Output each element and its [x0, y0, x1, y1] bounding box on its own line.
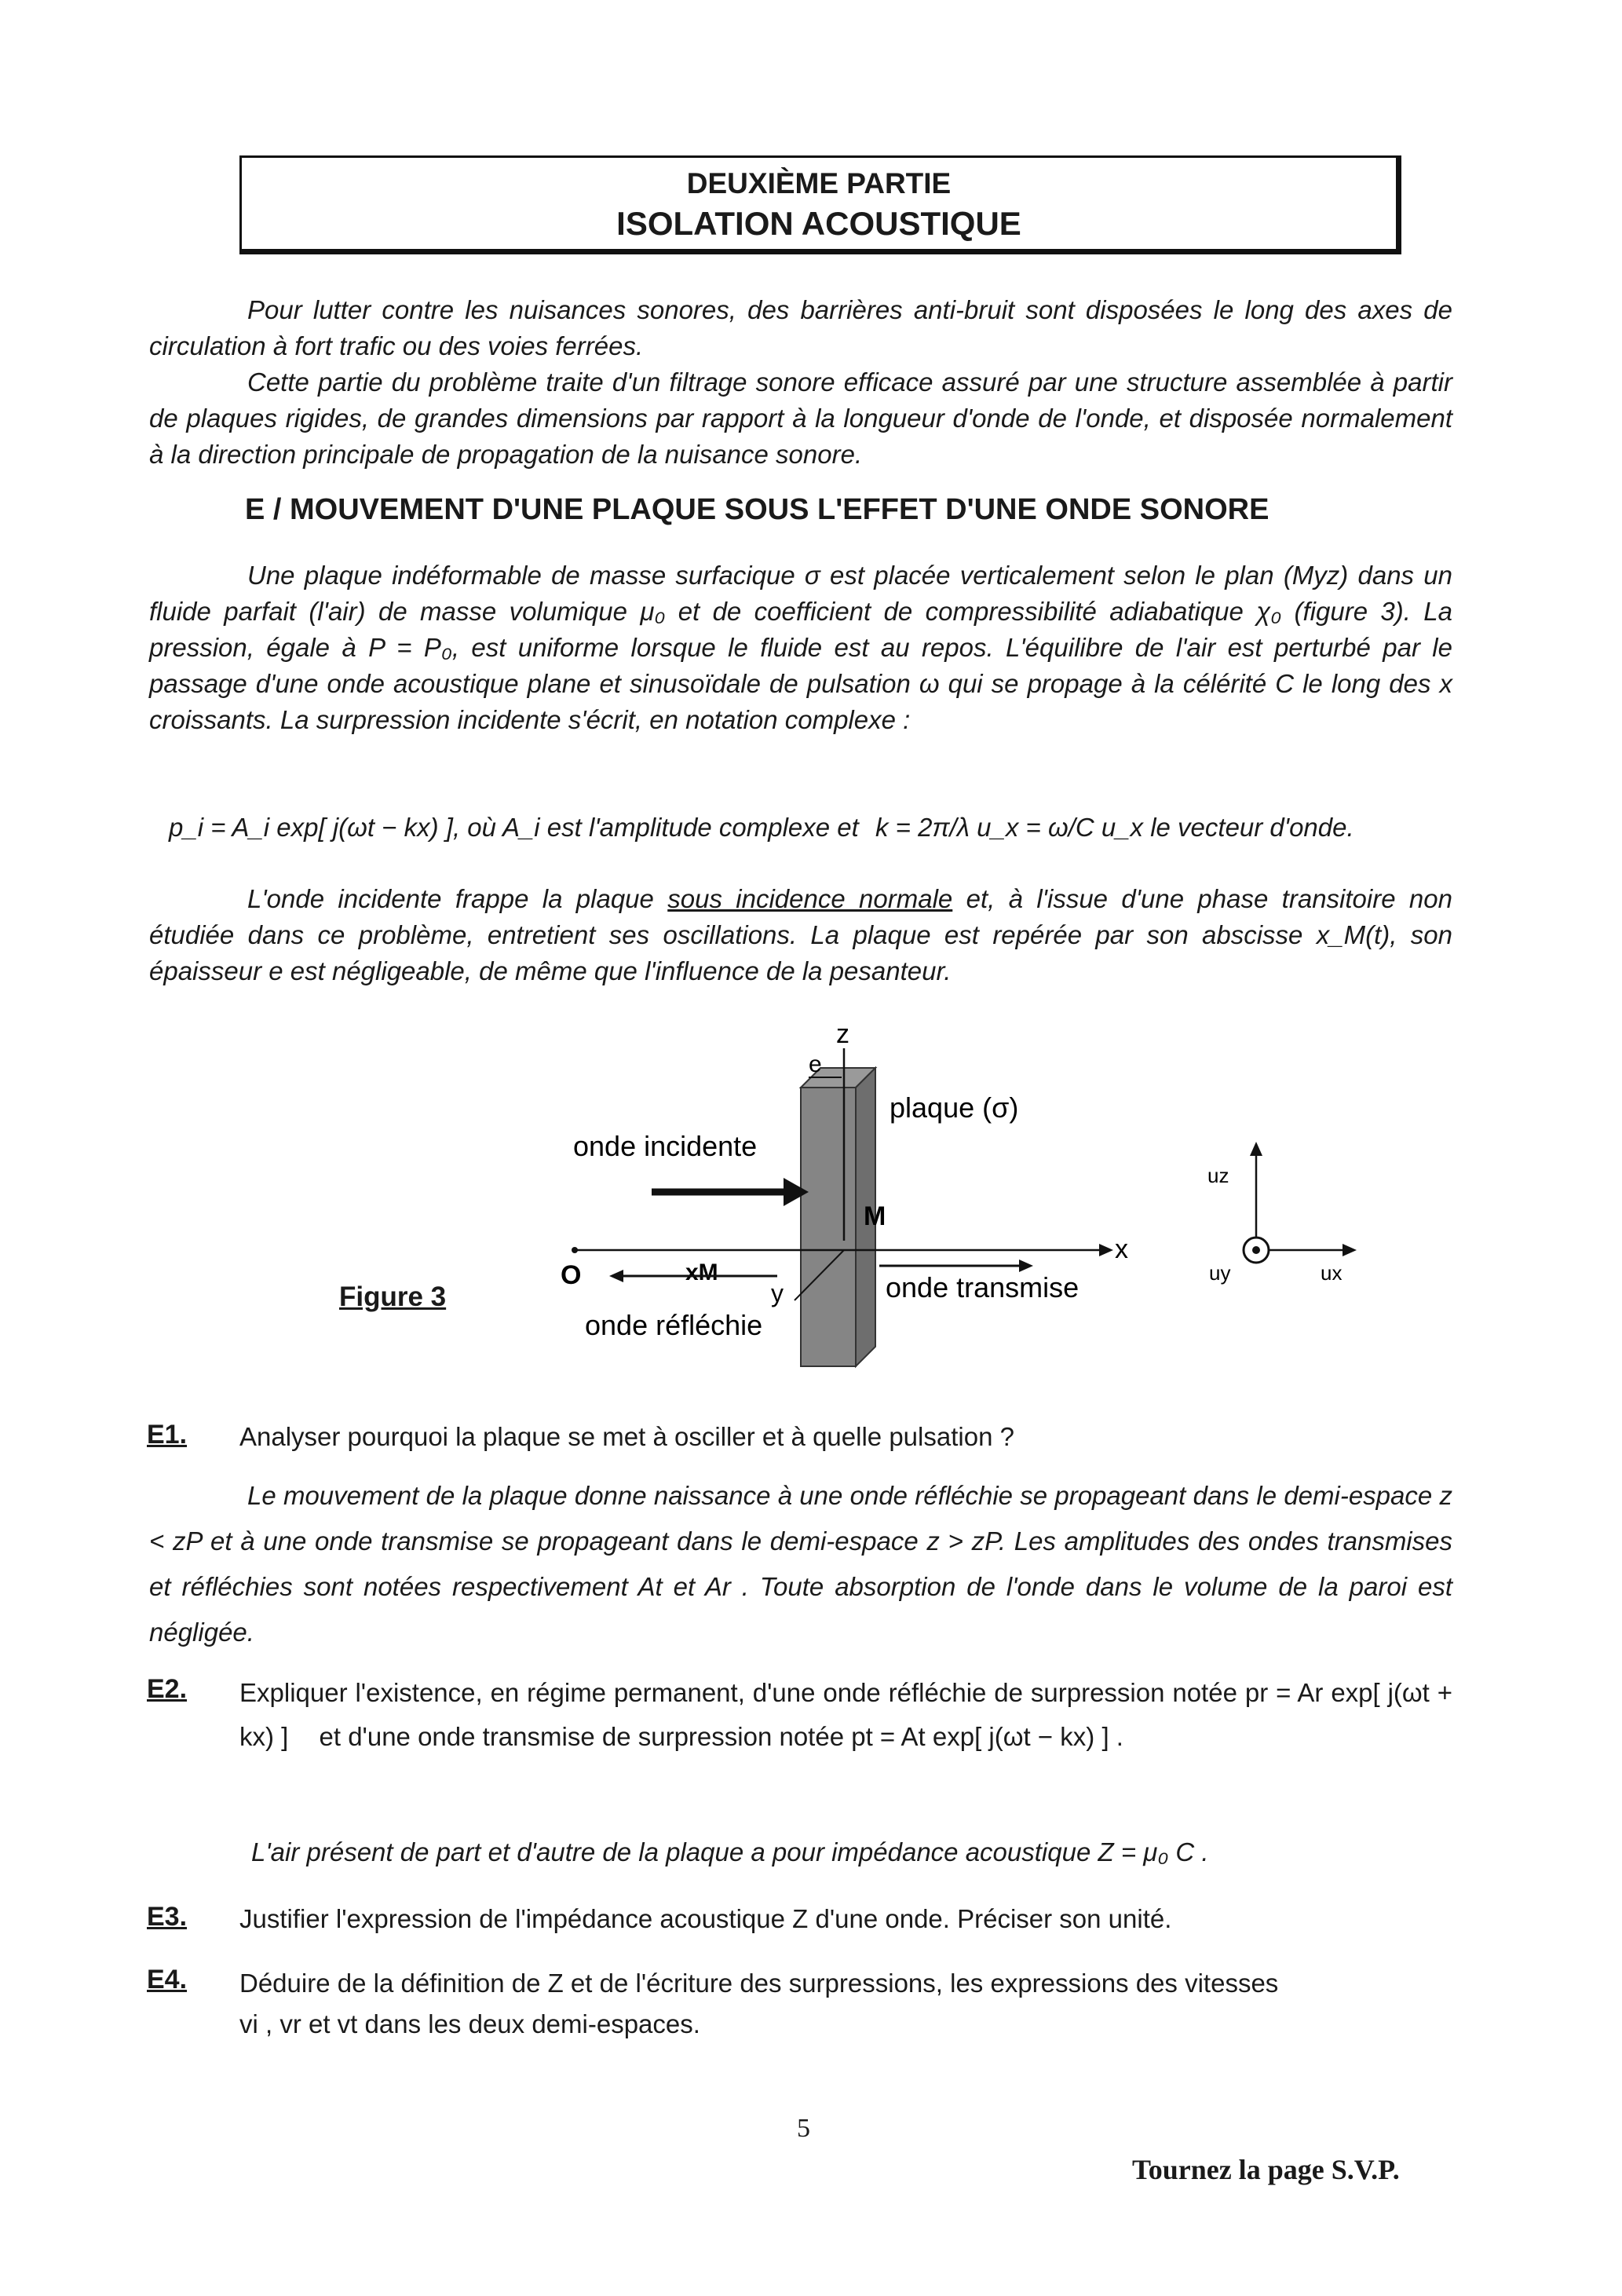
- equation-main: p_i = A_i exp[ j(ωt − kx) ], où A_i est l'amplitude complexe et: [169, 813, 859, 842]
- section-e-heading: E / MOUVEMENT D'UNE PLAQUE SOUS L'EFFET D'UNE ONDE SONORE: [245, 493, 1269, 526]
- transmitted-wave-arrowhead: [1019, 1260, 1033, 1272]
- part-heading: DEUXIÈME PARTIE: [686, 167, 952, 199]
- part-title: ISOLATION ACOUSTIQUE: [616, 205, 1021, 242]
- question-e3-text: Justifier l'expression de l'impédance acoustique Z d'une onde. Préciser son unité.: [239, 1904, 1172, 1933]
- question-e4-label: E4.: [147, 1965, 188, 1994]
- z-label: z: [836, 1019, 849, 1049]
- p2-underlined: sous incidence normale: [667, 884, 953, 913]
- x-axis-arrowhead: [1099, 1244, 1113, 1256]
- reflected-wave-arrowhead: [609, 1270, 623, 1282]
- figure-3-diagram: [314, 1013, 1452, 1382]
- e4-line-2: vi , vr et vt dans les deux demi-espaces.: [239, 2009, 700, 2038]
- question-e2-text: [239, 1671, 1452, 1759]
- question-e1-text: Analyser pourquoi la plaque se met à osciller et à quelle pulsation ?: [239, 1422, 1014, 1451]
- turn-page-note: Tournez la page S.V.P.: [1132, 2154, 1400, 2185]
- figure-caption: Figure 3: [339, 1281, 447, 1312]
- uy-label: uy: [1209, 1261, 1231, 1285]
- section-e-paragraph-1: Une plaque indéformable de masse surfacique σ est placée verticalement selon le plan (Myz) dans un fluide parfait (l'air) de masse volumique μ₀ et de coefficient de compressibilité adiabatique χ₀ (figure 3). La pression, égale à P = P₀, est uniforme lorsque le fluide est au repos. L'équilibre de l'air est perturbé par le passage d'une onde acoustique plane et sinusoïdale de pulsation ω qui se propage à la célérité C le long des x croissants. La surpression incidente s'écrit, en notation complexe :: [149, 561, 1452, 734]
- plate-front-face: [801, 1088, 856, 1366]
- equation-wave-vector: k = 2π/λ u_x = ω/C u_x le vecteur d'onde.: [875, 813, 1354, 842]
- m-label: M: [864, 1201, 886, 1231]
- uz-arrowhead: [1250, 1142, 1262, 1156]
- intro-paragraph-1: Pour lutter contre les nuisances sonores, des barrières anti-bruit sont disposées le long des axes de circulation à fort trafic ou des voies ferrées.: [149, 295, 1452, 360]
- question-e1-label: E1.: [147, 1420, 188, 1450]
- impedance-statement: L'air présent de part et d'autre de la plaque a pour impédance acoustique Z = μ₀ C .: [251, 1837, 1209, 1866]
- transmitted-wave-label: onde transmise: [886, 1271, 1080, 1303]
- incident-wave-equation: [169, 813, 1456, 843]
- e4-line-1: Déduire de la définition de Z et de l'écriture des surpressions, les expressions des vitesses: [239, 1969, 1279, 1998]
- origin-label: O: [561, 1260, 582, 1290]
- ux-arrowhead: [1343, 1244, 1357, 1256]
- question-e4-text: [239, 1963, 1452, 2045]
- title-box: [239, 155, 1401, 254]
- reflection-transmission-paragraph: Le mouvement de la plaque donne naissance à une onde réfléchie se propageant dans le demi-espace z < zP et à une onde transmise se propageant dans le demi-espace z > zP. Les amplitudes des ondes transmises et réfléchies sont notées respectivement At et Ar . Toute absorption de l'onde dans le volume de la paroi est négligée.: [149, 1481, 1452, 1647]
- ux-label: ux: [1321, 1261, 1343, 1285]
- e2-intro: Expliquer l'existence, en régime permanent, d'une onde réfléchie de surpression notée: [239, 1678, 1237, 1707]
- section-e-paragraph-2: [149, 881, 1452, 989]
- question-e2-label: E2.: [147, 1674, 188, 1704]
- origin-point: [572, 1247, 578, 1253]
- xm-label: xM: [685, 1260, 718, 1285]
- incident-wave-label: onde incidente: [573, 1130, 758, 1162]
- uy-dot: [1252, 1246, 1260, 1254]
- question-e3-label: E3.: [147, 1902, 188, 1932]
- x-label: x: [1115, 1234, 1128, 1264]
- p2-start: L'onde incidente frappe la plaque: [247, 884, 654, 913]
- e2-middle: et d'une onde transmise de surpression notée: [319, 1722, 845, 1751]
- e2-reflected-expression: pr = Ar exp[ j(ωt + kx) ]: [239, 1678, 1452, 1751]
- reflected-wave-label: onde réfléchie: [585, 1309, 763, 1341]
- intro-paragraph-2: Cette partie du problème traite d'un filtrage sonore efficace assuré par une structure assemblée à partir de plaques rigides, de grandes dimensions par rapport à la longueur d'onde de l'onde, et disposée normalement à la direction principale de propagation de la nuisance sonore.: [149, 367, 1452, 469]
- p2-end: et, à l'issue d'une phase transitoire non étudiée dans ce problème, entretient ses oscillations. La plaque est repérée par son abscisse x_M(t), son épaisseur e est négligeable, de même que l'influence de la pesanteur.: [149, 884, 1452, 985]
- y-label: y: [771, 1279, 784, 1307]
- e2-transmitted-expression: pt = At exp[ j(ωt − kx) ] .: [851, 1722, 1123, 1751]
- uz-label: uz: [1207, 1164, 1229, 1187]
- plaque-label: plaque (σ): [890, 1091, 1019, 1124]
- page-number: 5: [797, 2114, 810, 2143]
- e-label: e: [809, 1051, 822, 1077]
